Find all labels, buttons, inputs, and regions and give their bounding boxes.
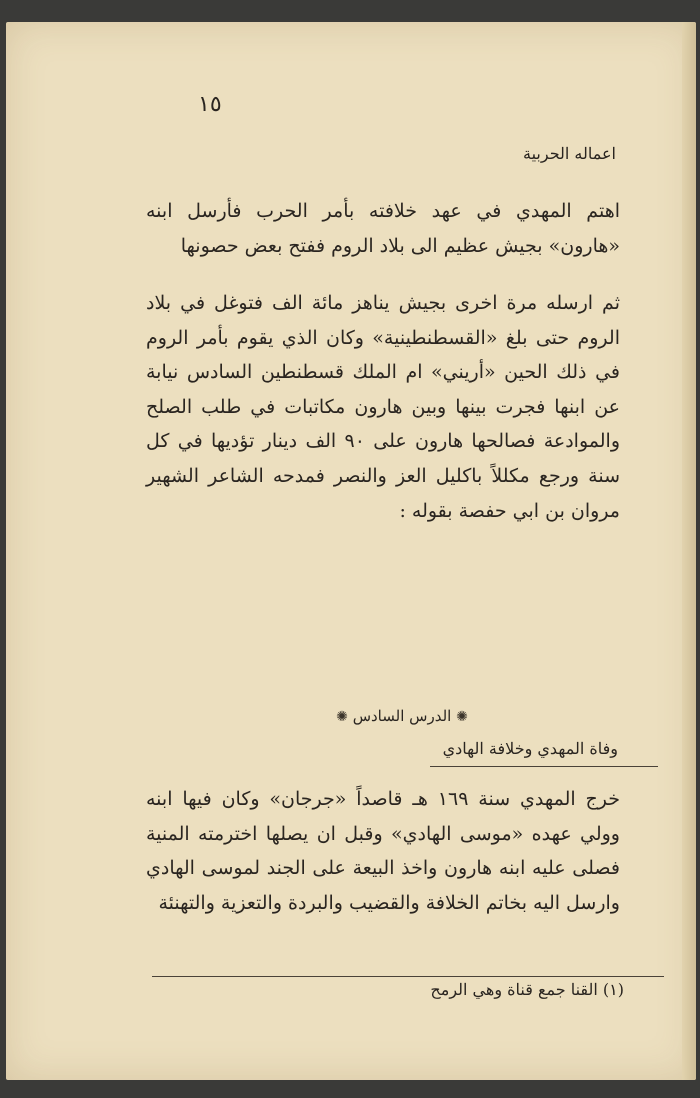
paragraph-block-1: [146, 194, 620, 263]
section-heading: اعماله الحربية: [523, 144, 616, 163]
lesson-title-text: الدرس السادس: [352, 707, 452, 725]
ornament-left-icon: ✺: [336, 709, 348, 725]
lesson-title: [322, 707, 482, 725]
paragraph-2: ثم ارسله مرة اخرى بجيش يناهز مائة الف فتوغل في بلاد الروم حتى بلغ «القسطنطينية» وكان الذي يقوم بأمر الروم في ذلك الحين «أريني» ام الملك قسطنطين السادس نيابة عن ابنها فجرت بينها وبين هارون مكاتبات في طلب الصلح والموادعة فصالحها هارون على ٩٠ الف دينار تؤديها في كل سنة ورجع مكللاً باكليل العز والنصر فمدحه الشاعر الشهير مروان بن ابي حفصة بقوله :: [146, 292, 620, 522]
paragraph-block-2: [146, 286, 620, 528]
paragraph-1: اهتم المهدي في عهد خلافته بأمر الحرب فأرسل ابنه «هارون» بجيش عظيم الى بلاد الروم ففتح بعض حصونها: [146, 200, 620, 257]
paragraph-block-3: [146, 782, 620, 920]
subheading-rule: [430, 766, 658, 767]
book-page: [6, 22, 696, 1080]
paragraph-3: خرج المهدي سنة ١٦٩ هـ قاصداً «جرجان» وكان فيها ابنه وولي عهده «موسى الهادي» وقبل ان يصلها اخترمته المنية فصلى عليه ابنه هارون واخذ البيعة على الجند لموسى الهادي وارسل اليه بخاتم الخلافة والقضيب والبردة والتعزية والتهنئة: [146, 788, 620, 914]
ornament-right-icon: ✺: [456, 709, 468, 725]
page-number: ١٥: [198, 92, 222, 117]
subheading: وفاة المهدي وخلافة الهادي: [442, 739, 618, 758]
footnote-rule: [152, 976, 664, 977]
page-binding-edge: [682, 22, 696, 1080]
footnote: (١) القنا جمع قناة وهي الرمح: [430, 980, 624, 999]
